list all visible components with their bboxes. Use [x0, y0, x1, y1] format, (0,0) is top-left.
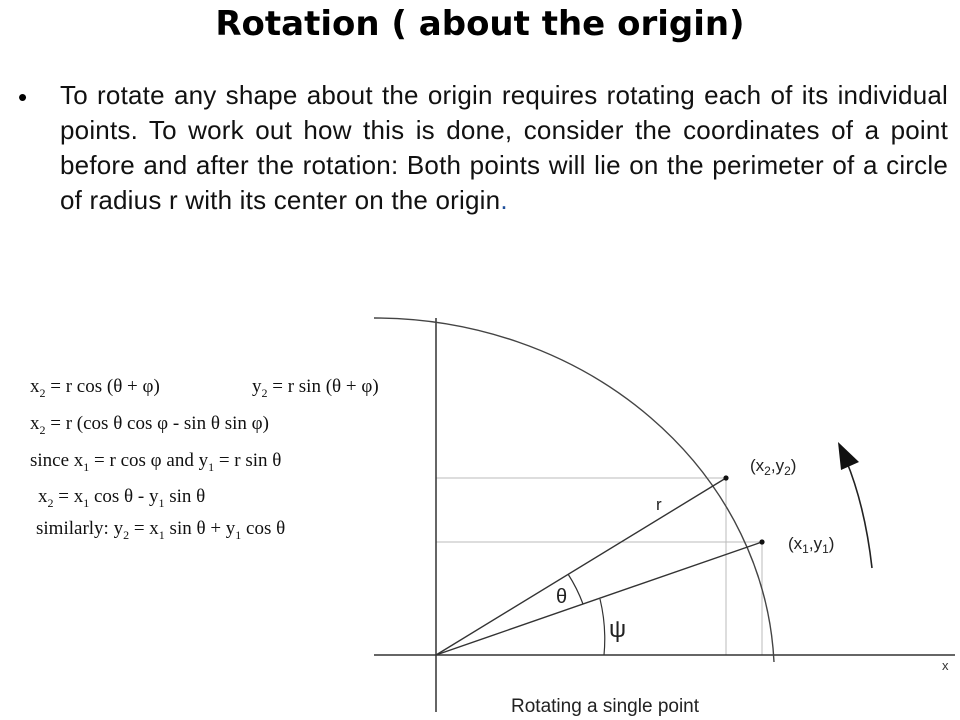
rotation-arrow-shaft	[846, 460, 872, 568]
psi-label: ψ	[609, 616, 627, 643]
psi-angle-arc	[600, 599, 605, 655]
circle-arc	[374, 318, 774, 662]
equation-x2-result: $x_2 = x_1$ cos θ - $y_1$ sin θ	[38, 486, 206, 510]
radius-label: r	[656, 495, 662, 514]
radius-line-point1	[436, 542, 762, 655]
theta-label: θ	[556, 586, 568, 608]
rotation-arrow-icon	[838, 442, 859, 470]
equation-y2-result: similarly: $y_2 = x_1$ $\sin \theta + y_1$ cos θ	[36, 518, 286, 542]
radius-line-point2	[436, 478, 726, 655]
equation-since: since $x_1 = r$ cos φ and $y_1 = r$ sin θ	[30, 450, 282, 474]
x-axis-label: x	[942, 658, 949, 673]
point2-label: $(x_2,y_2)$	[750, 456, 797, 478]
slide-title: Rotation ( about the origin)	[215, 4, 745, 44]
bullet-end-period: .	[500, 185, 508, 215]
bullet-marker: •	[18, 82, 28, 112]
equation-x2-expanded: $x_2 = r$ (cos θ cos φ - sin θ sin φ)	[30, 413, 269, 437]
theta-angle-arc	[568, 574, 583, 604]
point-1	[759, 539, 764, 544]
diagram-caption: Rotating a single point	[511, 696, 700, 717]
equation-x2-polar: $x_2 = r$ cos (θ + φ)	[30, 376, 160, 400]
point1-label: $(x_1,y_1)$	[788, 534, 835, 556]
equation-y2-polar: $y_2 = r$ sin (θ + φ)	[252, 376, 379, 400]
bullet-text: To rotate any shape about the origin requires rotating each of its individual points. To work out how this is done, consider the coordinates of a point before and after the rotation: Both points will lie on the perimeter of a circle of radius r with its center on the origin	[60, 80, 948, 215]
point-2	[723, 475, 728, 480]
